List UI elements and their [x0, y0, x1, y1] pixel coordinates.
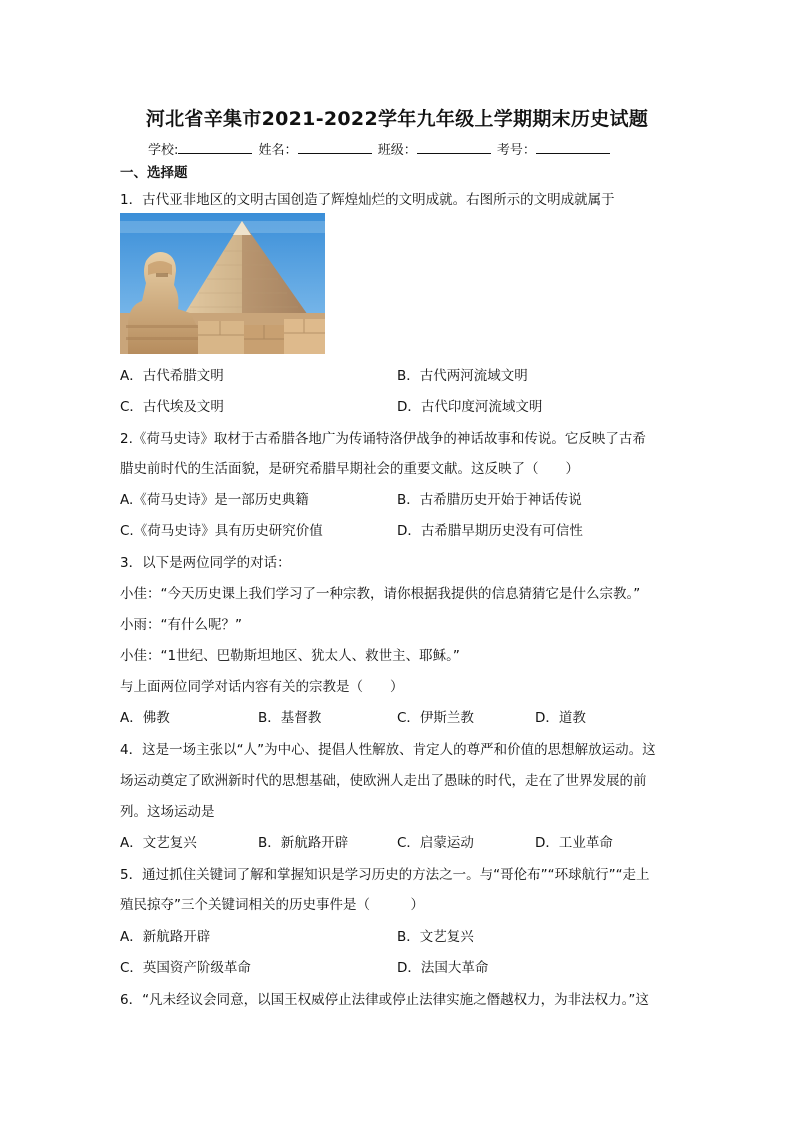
- school-blank[interactable]: [178, 141, 252, 154]
- question-4-option-a[interactable]: A．文艺复兴: [120, 835, 197, 851]
- page-title: 河北省辛集市2021-2022学年九年级上学期期末历史试题: [145, 108, 649, 130]
- question-2-option-b[interactable]: B．古希腊历史开始于神话传说: [397, 492, 582, 508]
- school-label: 学校:: [148, 143, 179, 158]
- question-5-option-c[interactable]: C．英国资产阶级革命: [120, 960, 251, 976]
- sphinx-pyramid-image: [120, 213, 325, 354]
- question-5-option-d[interactable]: D．法国大革命: [397, 960, 489, 976]
- question-4-option-b[interactable]: B．新航路开辟: [258, 835, 349, 851]
- name-label: 姓名：: [258, 143, 298, 158]
- question-4-option-d[interactable]: D．工业革命: [535, 835, 613, 851]
- question-3-text-line-4: 小佳：“1世纪、巴勒斯坦地区、犹太人、救世主、耶稣。”: [120, 648, 460, 664]
- exam-no-blank[interactable]: [536, 141, 610, 154]
- question-2-text-line-2: 腊史前时代的生活面貌，是研究希腊早期社会的重要文献。这反映了（ ）: [120, 461, 579, 477]
- question-2-option-d[interactable]: D．古希腊早期历史没有可信性: [397, 523, 583, 539]
- question-4-text-line-2: 场运动奠定了欧洲新时代的思想基础，使欧洲人走出了愚昧的时代，走在了世界发展的前: [120, 773, 647, 789]
- question-3-text-line-5: 与上面两位同学对话内容有关的宗教是（ ）: [120, 679, 404, 695]
- question-3-option-d[interactable]: D．道教: [535, 710, 586, 726]
- exam-no-label: 考号：: [496, 143, 536, 158]
- question-3-text-line-3: 小雨：“有什么呢？”: [120, 617, 242, 633]
- question-2-option-a[interactable]: A.《荷马史诗》是一部历史典籍: [120, 492, 309, 508]
- question-1-option-b[interactable]: B．古代两河流域文明: [397, 368, 528, 384]
- question-3-text-line-1: 3．以下是两位同学的对话：: [120, 555, 291, 571]
- question-4-text-line-3: 列。这场运动是: [120, 804, 215, 820]
- question-5-text-line-2: 殖民掠夺”三个关键词相关的历史事件是（ ）: [120, 897, 424, 913]
- question-5-text-line-1: 5．通过抓住关键词了解和掌握知识是学习历史的方法之一。与“哥伦布”“环球航行”“走上: [120, 867, 650, 883]
- question-4-option-c[interactable]: C．启蒙运动: [397, 835, 474, 851]
- question-5-option-b[interactable]: B．文艺复兴: [397, 929, 474, 945]
- student-info-row: [148, 139, 612, 158]
- question-3-option-a[interactable]: A．佛教: [120, 710, 170, 726]
- question-1-option-a[interactable]: A．古代希腊文明: [120, 368, 224, 384]
- section-heading: 一、选择题: [120, 165, 188, 181]
- question-3-option-b[interactable]: B．基督教: [258, 710, 322, 726]
- question-3-option-c[interactable]: C．伊斯兰教: [397, 710, 474, 726]
- question-2-text-line-1: 2.《荷马史诗》取材于古希腊各地广为传诵特洛伊战争的神话故事和传说。它反映了古希: [120, 431, 646, 447]
- question-3-text-line-2: 小佳：“今天历史课上我们学习了一种宗教，请你根据我提供的信息猜猜它是什么宗教。”: [120, 586, 641, 602]
- question-2-option-c[interactable]: C.《荷马史诗》具有历史研究价值: [120, 523, 323, 539]
- question-1-text: 1．古代亚非地区的文明古国创造了辉煌灿烂的文明成就。右图所示的文明成就属于: [120, 192, 615, 208]
- question-4-text-line-1: 4．这是一场主张以“人”为中心、提倡人性解放、肯定人的尊严和价值的思想解放运动。这: [120, 742, 656, 758]
- question-1-option-d[interactable]: D．古代印度河流域文明: [397, 399, 543, 415]
- question-5-option-a[interactable]: A．新航路开辟: [120, 929, 211, 945]
- class-label: 班级：: [377, 143, 417, 158]
- question-6-text-line-1: 6．“凡未经议会同意，以国王权威停止法律或停止法律实施之僭越权力，为非法权力。”这: [120, 992, 649, 1008]
- name-blank[interactable]: [298, 141, 372, 154]
- class-blank[interactable]: [417, 141, 491, 154]
- question-1-option-c[interactable]: C．古代埃及文明: [120, 399, 224, 415]
- sphinx-pyramid-illustration: [120, 213, 325, 354]
